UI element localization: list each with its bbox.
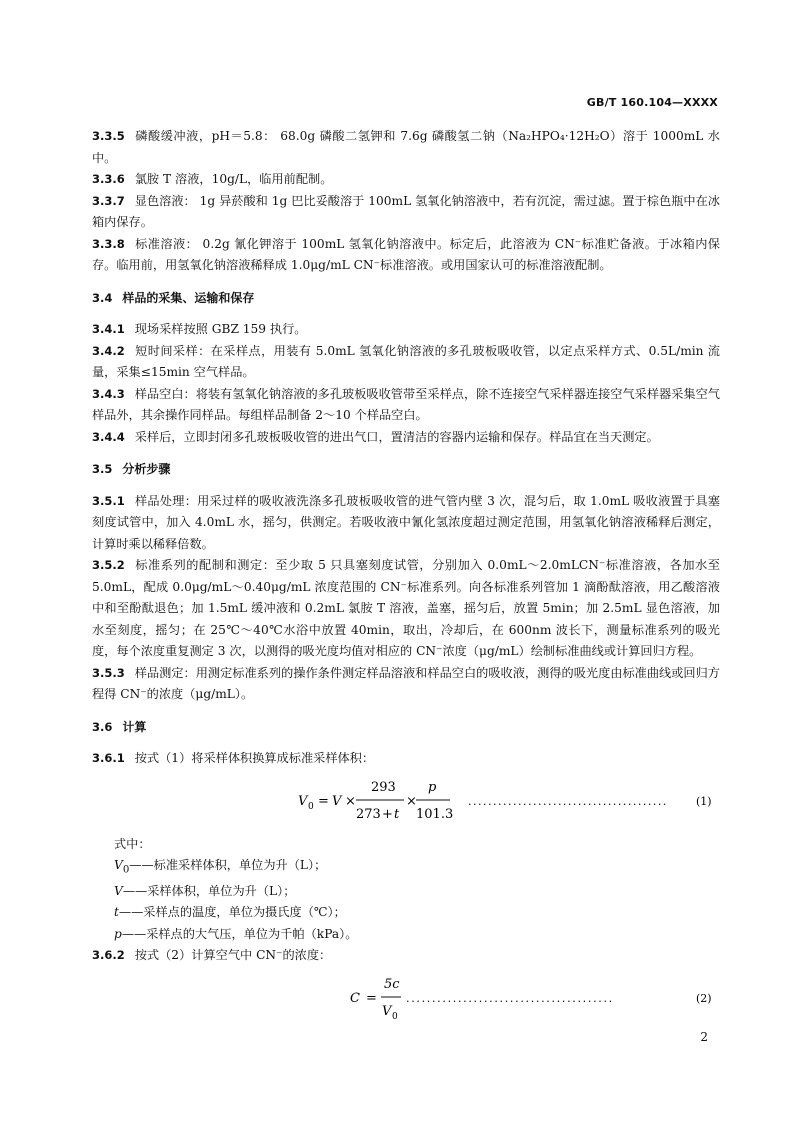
definition-t [114,902,720,924]
symbol-sub: 0 [122,864,130,876]
clause-text: 标准溶液： 0.2g 氰化钾溶于 100mL 氢氧化钠溶液中。标定后，此溶液为 CN⁻标准贮备液。于冰箱内保存。临用前，用氢氧化钠溶液稀释成 1.0μg/mL CN⁻标准溶液。或用国家认可的标准溶液配制。 [92,236,720,272]
clause-3-5-3 [92,663,720,706]
clause-text: 短时间采样：在采样点，用装有 5.0mL 氢氧化钠溶液的多孔玻板吸收管，以定点采样方式、0.5L/min 流量，采集≤15min 空气样品。 [92,343,720,379]
formula-1 [92,774,720,826]
clause-number: 3.3.8 [92,236,125,251]
clause-number: 3.3.5 [92,129,125,143]
clause-text: 显色溶液： 1g 异菸酸和 1g 巴比妥酸溶于 100mL 氢氧化钠溶液中，若有沉淀，需过滤。置于棕色瓶中在冰箱内保存。 [92,193,720,229]
clause-number: 3.3.7 [92,193,125,208]
section-number: 3.6 [92,719,113,734]
clause-number: 3.6.1 [92,751,125,765]
clause-text: 标准系列的配制和测定：至少取 5 只具塞刻度试管，分别加入 0.0mL～2.0mLCN⁻标准溶液，各加水至 5.0mL，配成 0.0μg/mL～0.40μg/mL 浓度范围的 CN⁻标准系列。向各标准系列管加 1 滴酚酞溶液，用乙酸溶液中和至酚酞退色；加 1.5mL 缓冲液和 0.2mL 氯胺 T 溶液，盖塞，摇匀后，放置 5min；加 2.5mL 显色溶液，加水至刻度，摇匀；在 25℃～40℃水浴中放置 40min，取出，冷却后，在 600nm 波长下，测量标准系列的吸光度，每个浓度重复测定 3 次，以测得的吸光度均值对相应的 CN⁻浓度（μg/mL）绘制标准曲线或计算回归方程。 [92,558,720,658]
formula-v: V [332,793,342,809]
formula-den-2: 101.3 [416,806,454,822]
clause-text: 采样后，立即封闭多孔玻板吸收管的进出气口，置清洁的容器内运输和保存。样品宜在当天测定。 [134,429,659,444]
section-title: 分析步骤 [122,462,171,476]
formula-den-1a: 273 [356,806,381,822]
section-title: 样品的采集、运输和保存 [122,290,255,305]
clause-text: 样品空白：将装有氢氧化钠溶液的多孔玻板吸收管带至采样点，除不连接空气采样器连接空气采样器采集空气样品外，其余操作同样品。每组样品制备 2～10 个样品空白。 [92,386,720,422]
clause-number: 3.5.2 [92,558,125,572]
formula-den-1plus: + [382,806,393,822]
formula-2-graphic [92,971,720,1023]
clause-3-6-1 [92,748,720,770]
clause-number: 3.4.2 [92,343,125,358]
formula-times-1: × [345,793,356,809]
section-heading-3-4 [92,288,720,310]
formula-label: (1) [696,794,712,808]
clause-number: 3.5.1 [92,493,125,508]
section-title: 计算 [122,719,147,734]
formula-num-2: p [428,779,437,795]
section-number: 3.5 [92,462,113,476]
section-heading-3-6 [92,717,720,739]
section-heading-3-5 [92,459,720,481]
clause-number: 3.6.2 [92,948,125,963]
symbol: t [114,905,119,920]
formula-lhs: C [350,990,360,1006]
clause-text: 样品测定：用测定标准系列的操作条件测定样品溶液和样品空白的吸收液，测得的吸光度由标准曲线或回归方程得 CN⁻的浓度（μg/mL）。 [92,665,720,701]
clause-number: 3.4.4 [92,429,125,444]
definition-text: ——标准采样体积，单位为升（L）； [129,858,327,872]
formula-label: (2) [696,991,712,1005]
clause-number: 3.5.3 [92,665,125,680]
clause-3-5-2 [92,555,720,663]
section-number: 3.4 [92,290,113,305]
clause-3-5-1 [92,491,720,556]
definition-v [114,881,720,903]
clause-3-3-6 [92,169,720,191]
formula-lhs: V [298,793,308,809]
where-label: 式中： [114,836,151,851]
clause-number: 3.4.3 [92,386,125,401]
clause-text: 磷酸缓冲液，pH＝5.8： 68.0g 磷酸二氢钾和 7.6g 磷酸氢二钠（Na₂HPO₄·12H₂O）溶于 1000mL 水中。 [92,129,720,165]
definition-text: ——采样点的大气压，单位为千帕（kPa）。 [121,926,358,941]
symbol: V [114,858,123,872]
clause-text: 按式（2）计算空气中 CN⁻的浓度： [134,948,332,963]
clause-number: 3.4.1 [92,322,125,336]
clause-3-3-7 [92,191,720,234]
clause-3-4-1 [92,319,720,341]
formula-denominator: V [382,1003,392,1019]
symbol: p [114,926,122,941]
definition-text: ——采样点的温度，单位为摄氏度（℃）； [118,905,346,920]
clause-3-4-2 [92,341,720,384]
definition-v0 [114,855,720,881]
formula-denominator-sub: 0 [392,1011,398,1022]
clause-text: 样品处理：用采过样的吸收液洗涤多孔玻板吸收管的进气管内壁 3 次，混匀后，取 1.0mL 吸收液置于具塞刻度试管中，加入 4.0mL 水，摇匀，供测定。若吸收液中氰化氢浓度超过测定范围，用氢氧化钠溶液稀释后测定，计算时乘以稀释倍数。 [92,493,720,551]
formula-lhs-sub: 0 [308,801,314,812]
document-body [92,126,720,1031]
formula-leader-dots: ........................................ [468,794,668,808]
definition-p [114,924,720,946]
definition-text: ——采样体积，单位为升（L）； [122,883,296,898]
clause-3-4-4 [92,427,720,449]
formula-num-1: 293 [371,779,396,795]
clause-3-6-2 [92,945,720,967]
formula-eq: = [366,990,377,1006]
clause-3-3-8 [92,234,720,277]
clause-text: 氯胺 T 溶液，10g/L，临用前配制。 [134,172,333,186]
clause-text: 按式（1）将采样体积换算成标准采样体积： [134,751,375,765]
formula-times-2: × [406,793,417,809]
standard-number-header: GB/T 160.104—XXXX [586,96,718,109]
page-number: 2 [700,1030,708,1044]
formula-1-graphic [92,774,720,826]
formula-eq: = [318,793,329,809]
clause-3-4-3 [92,384,720,427]
formula-numerator: 5c [384,976,400,992]
clause-3-3-5 [92,126,720,169]
formula-den-1b: t [394,806,400,822]
symbol: V [114,883,123,898]
clause-text: 现场采样按照 GBZ 159 执行。 [134,322,307,336]
formula-2 [92,971,720,1023]
symbol-definitions [92,834,720,946]
formula-leader-dots: ........................................ [406,991,614,1005]
clause-number: 3.3.6 [92,172,125,186]
